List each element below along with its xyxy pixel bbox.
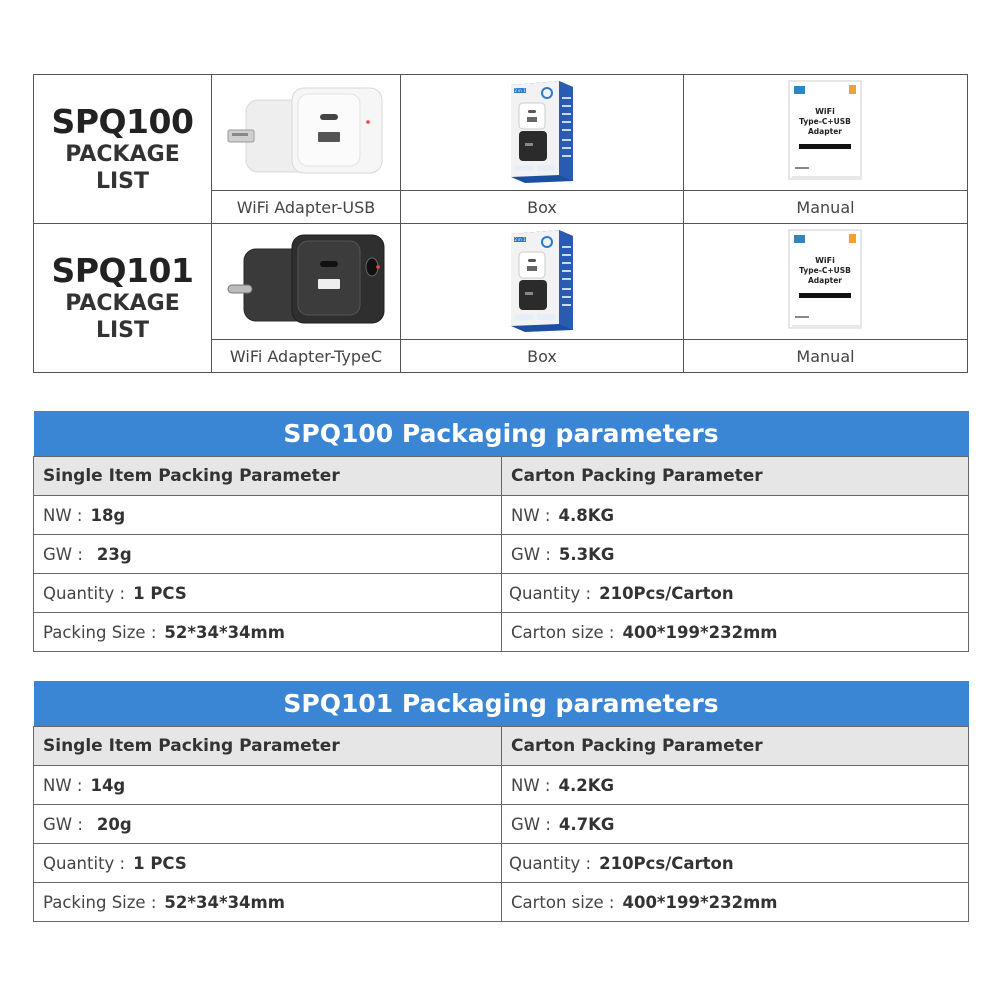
param-value: 52*34*34mm	[164, 622, 285, 642]
manual-line3: Adapter	[807, 275, 842, 285]
model-name: SPQ100	[51, 101, 194, 141]
param-value: 1 PCS	[133, 583, 187, 603]
param-label: NW :	[511, 505, 551, 525]
box-image-cell	[401, 224, 684, 340]
model-name: SPQ101	[51, 250, 194, 290]
manual-line1: WiFi	[814, 106, 835, 116]
param-label: NW :	[43, 505, 83, 525]
param-label: Quantity :	[509, 583, 592, 603]
param-value: 210Pcs/Carton	[599, 583, 734, 603]
manual-image	[787, 79, 865, 183]
table-row	[34, 613, 969, 652]
param-label: NW :	[511, 775, 551, 795]
black-adapter-image	[224, 227, 389, 332]
param-label: NW :	[43, 775, 83, 795]
packaging-parameters-table	[33, 681, 969, 922]
param-cell	[34, 496, 502, 535]
param-label: GW :	[511, 814, 551, 834]
single-item-header: Single Item Packing Parameter	[34, 727, 502, 766]
param-cell	[502, 496, 969, 535]
table-row	[34, 844, 969, 883]
table-row	[34, 766, 969, 805]
package-list-title	[34, 224, 212, 373]
box-image	[507, 226, 577, 334]
param-label: GW :	[43, 544, 83, 564]
item-caption: Box	[401, 191, 684, 224]
param-label: GW :	[511, 544, 551, 564]
adapter-image-cell	[212, 75, 401, 191]
table-row	[34, 883, 969, 922]
param-cell	[34, 766, 502, 805]
box-badge: 2 in 1	[514, 87, 526, 93]
package-list-table	[33, 74, 968, 373]
white-adapter-image	[224, 78, 389, 183]
param-label: Quantity :	[509, 853, 592, 873]
carton-header: Carton Packing Parameter	[502, 727, 969, 766]
param-cell	[34, 883, 502, 922]
item-caption: Box	[401, 340, 684, 373]
param-label: Packing Size :	[43, 622, 157, 642]
packaging-parameters-table	[33, 411, 969, 652]
param-cell	[34, 535, 502, 574]
manual-line3: Adapter	[807, 126, 842, 136]
package-list-title	[34, 75, 212, 224]
param-value: 400*199*232mm	[622, 892, 778, 912]
manual-image-cell	[684, 75, 968, 191]
item-caption: Manual	[684, 191, 968, 224]
item-caption: WiFi Adapter-USB	[212, 191, 401, 224]
param-cell	[502, 574, 969, 613]
box-badge: 2 in 1	[514, 236, 526, 242]
table-row	[34, 574, 969, 613]
param-cell	[34, 613, 502, 652]
carton-header: Carton Packing Parameter	[502, 457, 969, 496]
param-value: 23g	[96, 544, 132, 564]
param-value: 4.2KG	[558, 775, 615, 795]
param-label: GW :	[43, 814, 83, 834]
param-label: Quantity :	[43, 853, 126, 873]
param-value: 20g	[96, 814, 132, 834]
adapter-image-cell	[212, 224, 401, 340]
param-label: Carton size :	[511, 892, 615, 912]
param-value: 18g	[90, 505, 126, 525]
param-cell	[34, 844, 502, 883]
param-cell	[34, 805, 502, 844]
manual-image-cell	[684, 224, 968, 340]
table-row	[34, 805, 969, 844]
table-title: SPQ100 Packaging parameters	[34, 411, 969, 457]
param-value: 400*199*232mm	[622, 622, 778, 642]
table-row	[34, 496, 969, 535]
single-item-header: Single Item Packing Parameter	[34, 457, 502, 496]
param-value: 1 PCS	[133, 853, 187, 873]
param-value: 14g	[90, 775, 126, 795]
manual-line2: Type-C+USB	[798, 265, 851, 275]
param-value: 4.7KG	[558, 814, 615, 834]
param-cell	[502, 613, 969, 652]
box-image-cell	[401, 75, 684, 191]
param-label: Carton size :	[511, 622, 615, 642]
box-image	[507, 77, 577, 185]
param-cell	[502, 844, 969, 883]
param-cell	[34, 574, 502, 613]
list-label: LIST	[95, 318, 150, 344]
package-label: PACKAGE	[65, 291, 180, 317]
param-value: 210Pcs/Carton	[599, 853, 734, 873]
package-label: PACKAGE	[65, 142, 180, 168]
param-cell	[502, 766, 969, 805]
manual-line2: Type-C+USB	[798, 116, 851, 126]
item-caption: WiFi Adapter-TypeC	[212, 340, 401, 373]
param-cell	[502, 535, 969, 574]
param-label: Quantity :	[43, 583, 126, 603]
param-value: 5.3KG	[558, 544, 615, 564]
manual-image	[787, 228, 865, 332]
list-label: LIST	[95, 169, 150, 195]
param-cell	[502, 883, 969, 922]
param-value: 52*34*34mm	[164, 892, 285, 912]
param-value: 4.8KG	[558, 505, 615, 525]
param-cell	[502, 805, 969, 844]
table-title: SPQ101 Packaging parameters	[34, 681, 969, 727]
table-row	[34, 535, 969, 574]
item-caption: Manual	[684, 340, 968, 373]
manual-line1: WiFi	[814, 255, 835, 265]
param-label: Packing Size :	[43, 892, 157, 912]
